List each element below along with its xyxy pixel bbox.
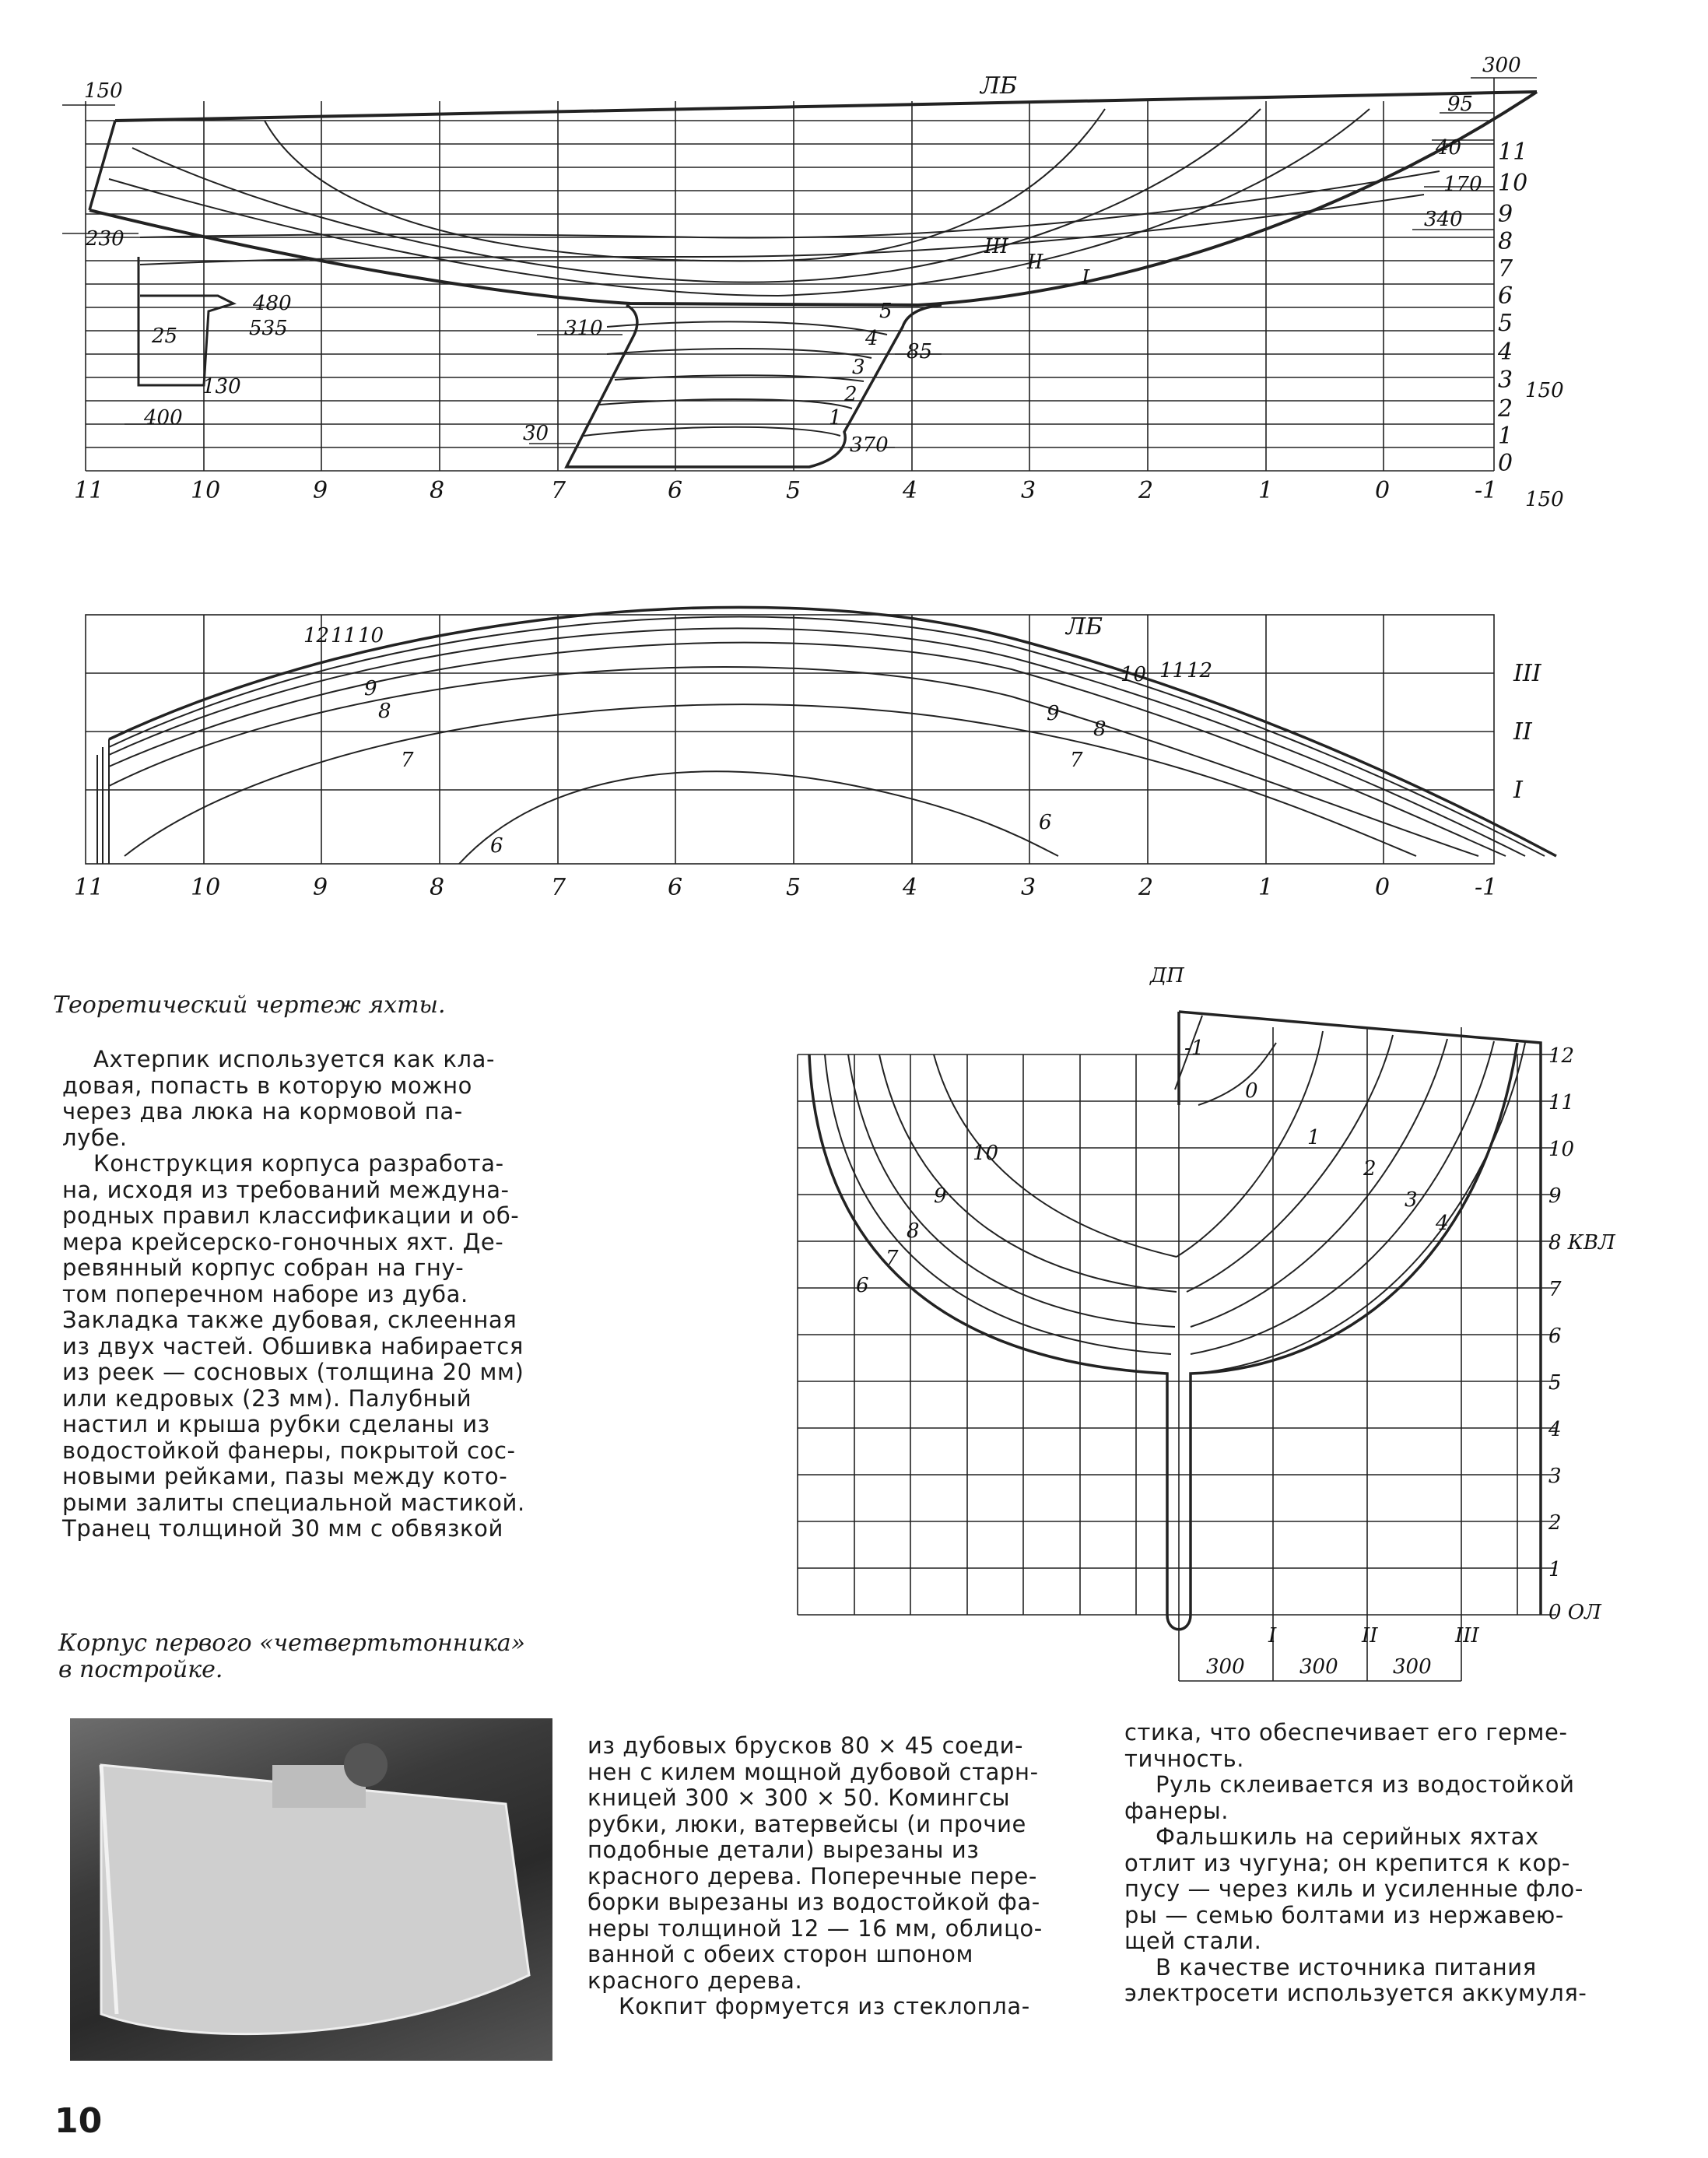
svg-text:I: I	[1513, 777, 1523, 804]
svg-text:10: 10	[358, 624, 384, 647]
svg-text:11: 11	[1498, 139, 1528, 166]
svg-text:II: II	[1362, 1624, 1378, 1647]
svg-text:0: 0	[1375, 874, 1391, 901]
svg-text:1: 1	[829, 406, 842, 430]
svg-text:11: 11	[1548, 1091, 1575, 1114]
svg-text:5: 5	[1498, 310, 1513, 337]
svg-text:8: 8	[378, 700, 391, 723]
svg-text:40: 40	[1436, 136, 1462, 160]
svg-text:300: 300	[1393, 1655, 1432, 1679]
body-plan-labels	[856, 964, 1616, 1679]
photo-caption: Корпус первого «четвертьтонника» в постройке.	[58, 1630, 526, 1683]
svg-text:10: 10	[191, 477, 221, 504]
half-breadth-grid	[86, 615, 1494, 864]
svg-text:4: 4	[1498, 339, 1513, 366]
svg-text:1: 1	[1307, 1126, 1320, 1149]
svg-text:I: I	[1082, 266, 1090, 289]
svg-text:0: 0	[1245, 1079, 1258, 1103]
svg-text:1: 1	[1258, 477, 1274, 504]
svg-text:5: 5	[1548, 1371, 1562, 1395]
svg-text:III: III	[1455, 1624, 1479, 1647]
svg-text:6: 6	[1498, 282, 1513, 310]
svg-text:8: 8	[1498, 228, 1513, 255]
page-number: 10	[54, 2101, 103, 2141]
svg-text:11: 11	[74, 874, 104, 901]
svg-text:6: 6	[856, 1274, 869, 1297]
svg-text:6: 6	[668, 874, 683, 901]
svg-text:12: 12	[303, 624, 330, 647]
svg-text:150: 150	[1525, 379, 1564, 402]
svg-text:400: 400	[144, 406, 183, 430]
figure-caption: Теоретический чертеж яхты.	[53, 991, 446, 1019]
svg-text:4: 4	[1548, 1418, 1562, 1441]
svg-text:-1: -1	[1475, 874, 1498, 901]
svg-text:3: 3	[1021, 477, 1036, 504]
svg-text:2: 2	[1363, 1157, 1377, 1181]
svg-text:310: 310	[564, 317, 603, 340]
rudder	[139, 257, 233, 385]
svg-text:9: 9	[934, 1184, 947, 1208]
sheer-line	[115, 92, 1537, 121]
svg-text:8: 8	[907, 1219, 920, 1243]
svg-text:85: 85	[907, 340, 933, 363]
svg-text:10: 10	[1121, 663, 1147, 686]
svg-text:6: 6	[1548, 1325, 1562, 1348]
svg-text:8: 8	[1093, 718, 1107, 741]
svg-text:25: 25	[152, 325, 178, 348]
svg-text:ЛБ: ЛБ	[1066, 613, 1103, 640]
svg-text:5: 5	[786, 477, 801, 504]
half-breadth-labels	[74, 613, 1542, 901]
hull-profile	[89, 92, 1537, 305]
svg-text:300: 300	[1206, 1655, 1245, 1679]
svg-text:6: 6	[1039, 811, 1052, 834]
svg-text:0: 0	[1375, 477, 1391, 504]
svg-text:0: 0	[1498, 450, 1513, 477]
svg-text:ДП: ДП	[1150, 964, 1184, 988]
svg-text:2: 2	[1138, 477, 1154, 504]
hull-construction-photo	[70, 1718, 552, 2061]
svg-text:9: 9	[1047, 702, 1060, 725]
svg-text:-1: -1	[1184, 1037, 1205, 1060]
text-column-2: из дубовых брусков 80 × 45 соеди- нен с килем мощной дубовой старн- кницей 300 × 300 × 50. Комингсы рубки, люки, ватервейсы (и прочие подобные детали) вырезаны из красного дерева. Поперечные пере- борки вырезаны из водостойкой фа- неры толщиной 12 — 16 мм, облицо- ванной с обеих сторон шпоном красного дерева. Кокпит формуется из стеклопла-	[587, 1732, 1043, 2019]
svg-text:230: 230	[86, 227, 125, 251]
svg-text:11: 11	[331, 624, 357, 647]
svg-text:10: 10	[1498, 170, 1528, 197]
svg-text:7: 7	[1070, 749, 1083, 772]
body-plan-grid	[798, 1012, 1556, 1681]
svg-text:11: 11	[1159, 659, 1186, 682]
svg-text:3: 3	[1021, 874, 1036, 901]
svg-text:11: 11	[74, 477, 104, 504]
svg-text:II: II	[1027, 251, 1043, 274]
svg-text:12: 12	[1187, 659, 1213, 682]
svg-text:8 КВЛ: 8 КВЛ	[1548, 1231, 1615, 1254]
svg-text:150: 150	[1525, 488, 1564, 511]
profile-grid	[86, 78, 1494, 471]
svg-text:1: 1	[1498, 423, 1513, 450]
svg-text:4: 4	[865, 327, 879, 350]
svg-text:4: 4	[903, 874, 918, 901]
svg-text:9: 9	[313, 874, 328, 901]
svg-text:10: 10	[973, 1142, 999, 1165]
svg-text:ЛБ: ЛБ	[980, 72, 1018, 100]
svg-text:1: 1	[1548, 1558, 1562, 1581]
text-column-3: стика, что обеспечивает его герме- тичность. Руль склеивается из водостойкой фанеры. Фальшкиль на серийных яхтах отлит из чугуна; он крепится к кор- пусу — через киль и усиленные фло- ры — семью болтами из нержавею- щей стали. В качестве источника питания электросети используется аккумуля-	[1124, 1719, 1587, 2006]
svg-text:370: 370	[850, 433, 889, 457]
svg-text:300: 300	[1482, 54, 1521, 77]
svg-text:3: 3	[1405, 1188, 1418, 1212]
svg-text:III: III	[1513, 660, 1541, 687]
svg-text:10: 10	[1548, 1138, 1575, 1161]
svg-text:5: 5	[786, 874, 801, 901]
svg-text:3: 3	[852, 356, 865, 379]
svg-text:7: 7	[1498, 255, 1513, 282]
svg-text:300: 300	[1299, 1655, 1338, 1679]
svg-text:6: 6	[490, 834, 503, 858]
svg-text:2: 2	[844, 383, 858, 406]
svg-text:9: 9	[364, 677, 377, 700]
svg-text:3: 3	[1548, 1465, 1562, 1488]
svg-text:12: 12	[1548, 1044, 1575, 1068]
svg-text:10: 10	[191, 874, 221, 901]
svg-text:1: 1	[1258, 874, 1274, 901]
svg-text:30: 30	[523, 422, 549, 445]
svg-text:9: 9	[1548, 1184, 1562, 1208]
svg-text:II: II	[1513, 718, 1532, 746]
svg-text:7: 7	[551, 477, 566, 504]
svg-text:2: 2	[1138, 874, 1154, 901]
svg-text:9: 9	[1498, 201, 1513, 228]
svg-text:-1: -1	[1475, 477, 1498, 504]
svg-text:4: 4	[903, 477, 918, 504]
svg-text:2: 2	[1498, 395, 1513, 423]
svg-text:130: 130	[202, 375, 241, 398]
svg-text:7: 7	[886, 1247, 899, 1270]
svg-text:170: 170	[1443, 173, 1482, 196]
midship-section	[809, 1043, 1517, 1630]
profile-station-labels	[74, 477, 1497, 504]
svg-text:7: 7	[551, 874, 566, 901]
svg-text:6: 6	[668, 477, 683, 504]
svg-text:III: III	[984, 235, 1008, 258]
svg-text:8: 8	[430, 477, 445, 504]
svg-text:340: 340	[1424, 208, 1463, 231]
svg-text:7: 7	[401, 749, 414, 772]
svg-text:8: 8	[430, 874, 445, 901]
svg-text:I: I	[1268, 1624, 1277, 1647]
svg-text:95: 95	[1447, 93, 1474, 116]
svg-text:535: 535	[249, 317, 288, 340]
svg-text:9: 9	[313, 477, 328, 504]
text-column-1: Ахтерпик используется как кла- довая, попасть в которую можно через два люка на кормовой па- лубе. Конструкция корпуса разработа- на, исходя из требований междуна- родных правил классификации и об- мера крейсерско-гоночных яхт. Де- ревянный корпус собран на гну- том поперечном наборе из дуба. Закладка также дубовая, склеенная из двух частей. Обшивка набирается из реек — сосновых (толщина 20 мм) или кедровых (23 мм). Палубный настил и крыша рубки сделаны из водостойкой фанеры, покрытой сос- новыми рейками, пазы между кото- рыми залиты специальной мастикой. Транец толщиной 30 мм с обвязкой	[62, 1046, 525, 1542]
svg-text:480: 480	[253, 292, 292, 315]
svg-text:150: 150	[84, 79, 123, 103]
svg-text:5: 5	[879, 300, 893, 323]
svg-text:2: 2	[1548, 1511, 1562, 1535]
svg-text:0 ОЛ: 0 ОЛ	[1548, 1601, 1601, 1624]
profile-dimension-labels	[84, 54, 1564, 511]
profile-waterline-labels	[829, 72, 1527, 477]
svg-text:7: 7	[1548, 1278, 1562, 1301]
svg-text:3: 3	[1498, 367, 1513, 394]
svg-text:4: 4	[1436, 1212, 1449, 1235]
